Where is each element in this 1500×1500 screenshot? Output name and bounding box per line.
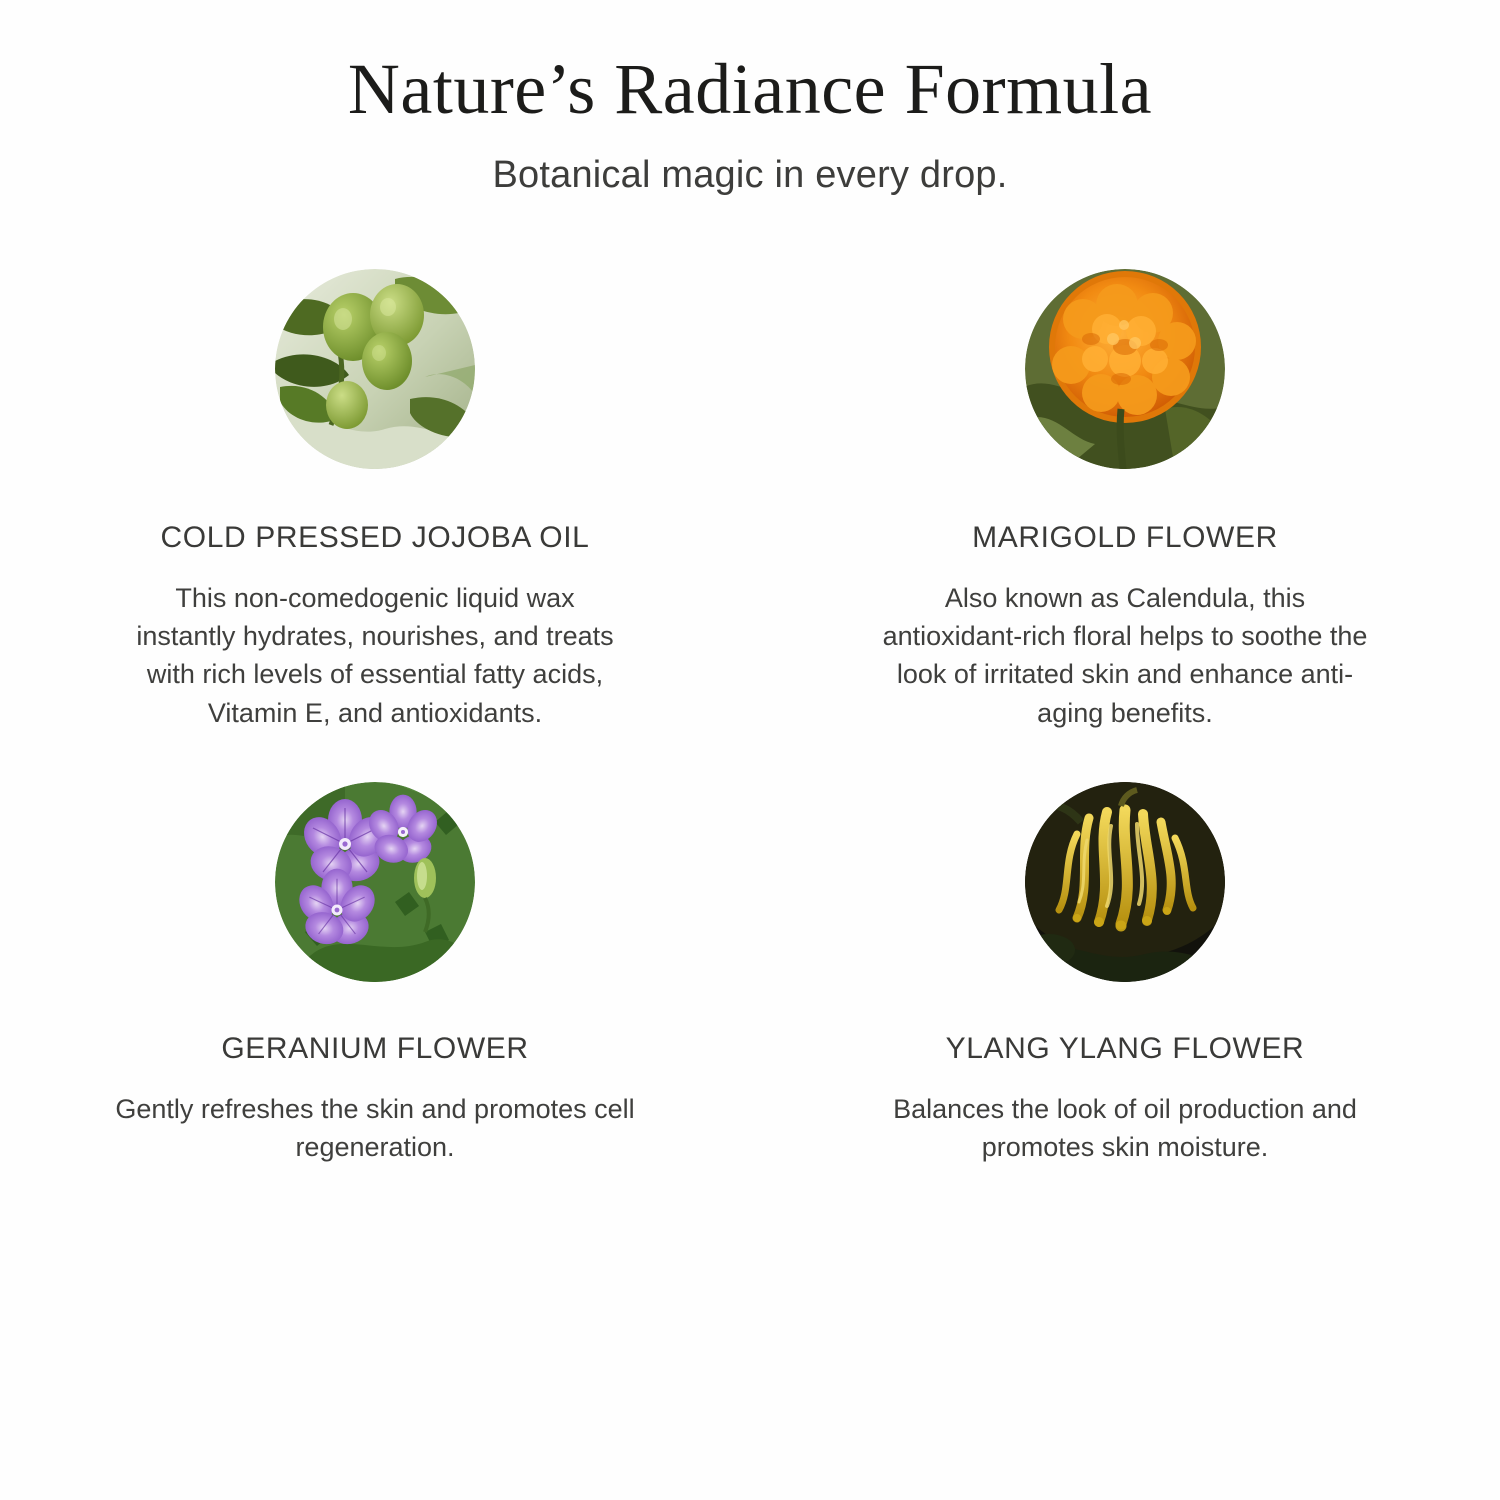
page-title: Nature’s Radiance Formula (347, 49, 1153, 129)
ingredient-name: COLD PRESSED JOJOBA OIL (160, 520, 590, 554)
ingredient-card-marigold (750, 269, 1500, 732)
jojoba-fruit-photo-icon (275, 269, 475, 469)
geranium-flower-photo-icon (275, 782, 475, 982)
marigold-flower-photo-icon (1025, 269, 1225, 469)
page-subtitle: Botanical magic in every drop. (492, 153, 1008, 196)
ingredient-description: Also known as Calendula, this antioxidant-rich floral helps to soothe the look of irritated skin and enhance anti-aging benefits. (882, 582, 1368, 728)
ingredient-name: MARIGOLD FLOWER (972, 520, 1278, 554)
ingredient-name: GERANIUM FLOWER (221, 1031, 529, 1065)
ingredient-description: Gently refreshes the skin and promotes cell regeneration. (115, 1093, 635, 1163)
ingredient-card-jojoba (0, 269, 750, 732)
ingredient-grid (0, 269, 1500, 1167)
ingredient-name: YLANG YLANG FLOWER (945, 1031, 1305, 1065)
ylang-ylang-flower-photo-icon (1025, 782, 1225, 982)
ingredient-card-ylang-ylang (750, 782, 1500, 1167)
ingredient-description: This non-comedogenic liquid wax instantly hydrates, nourishes, and treats with rich levels of essential fatty acids, Vitamin E, and antioxidants. (136, 582, 614, 728)
header (0, 0, 1500, 197)
ingredient-card-geranium (0, 782, 750, 1167)
ingredient-description: Balances the look of oil production and promotes skin moisture. (893, 1093, 1357, 1163)
